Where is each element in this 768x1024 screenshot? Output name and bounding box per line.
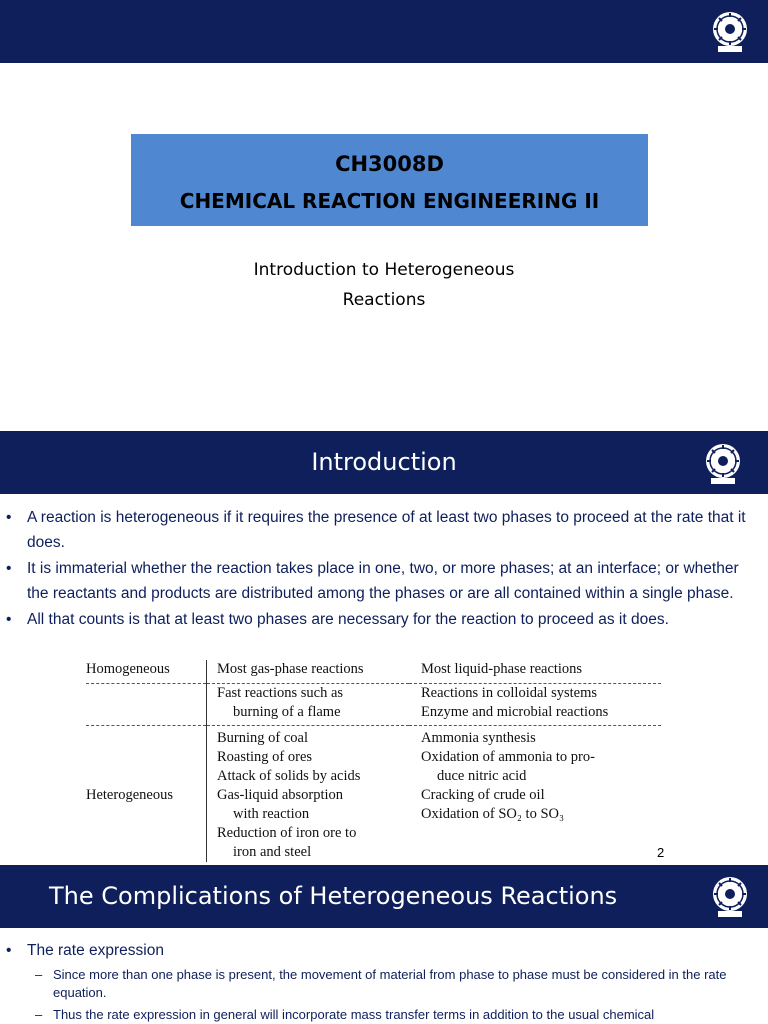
course-title-box bbox=[131, 134, 648, 226]
complications-bullet-list bbox=[0, 940, 768, 1024]
top-banner bbox=[0, 0, 768, 63]
table-row: iron and steel bbox=[86, 843, 661, 862]
course-name: CHEMICAL REACTION ENGINEERING II bbox=[179, 189, 600, 213]
table-row: Homogeneous Most gas-phase reactions Most liquid-phase reactions bbox=[86, 660, 661, 684]
table-row: with reaction Oxidation of SO₂ to SO₃ bbox=[86, 805, 661, 824]
table-row: Attack of solids by acids duce nitric acid bbox=[86, 767, 661, 786]
institute-seal-icon bbox=[708, 874, 752, 918]
bullet-item: • A reaction is heterogeneous if it requires the presence of at least two phases to proceed at the rate that it does. bbox=[0, 506, 768, 555]
bullet-item: • It is immaterial whether the reaction takes place in one, two, or more phases; at an interface; or whether the reactants and products are distributed among the phases or are all contained within a single phase. bbox=[0, 557, 768, 606]
institute-seal-icon bbox=[708, 9, 752, 53]
heterogeneous-label: Heterogeneous bbox=[86, 787, 173, 803]
dash-icon: – bbox=[35, 967, 43, 982]
subtitle-line-1: Introduction to Heterogeneous bbox=[253, 260, 515, 280]
subtitle-line-2: Reactions bbox=[342, 290, 426, 310]
bullet-dot-icon: • bbox=[6, 942, 12, 959]
sub-bullet-item: – Thus the rate expression in general will incorporate mass transfer terms in addition to the usual chemical bbox=[35, 1007, 655, 1022]
intro-bullet-list bbox=[0, 506, 768, 635]
course-code: CH3008D bbox=[335, 152, 444, 176]
table-row: Roasting of ores Oxidation of ammonia to pro- bbox=[86, 748, 661, 767]
reaction-classification-table bbox=[86, 660, 661, 862]
intro-title: Introduction bbox=[311, 448, 457, 476]
table-row: burning of a flame Enzyme and microbial reactions bbox=[86, 703, 661, 726]
intro-header-band bbox=[0, 431, 768, 494]
page-number: 2 bbox=[657, 845, 665, 860]
complications-header-band bbox=[0, 865, 768, 928]
homogeneous-label: Homogeneous bbox=[86, 660, 207, 684]
bullet-dot-icon: • bbox=[6, 560, 12, 577]
bullet-dot-icon: • bbox=[6, 509, 12, 526]
institute-seal-icon bbox=[701, 441, 745, 485]
table-row: Reduction of iron ore to bbox=[86, 824, 661, 843]
bullet-item: • The rate expression bbox=[0, 940, 768, 962]
sub-bullet-item: – Since more than one phase is present, the movement of material from phase to phase must be considered in the rate equation. bbox=[35, 967, 727, 1000]
table-row: Fast reactions such as Reactions in colloidal systems bbox=[86, 684, 661, 704]
table-row: Heterogeneous Gas-liquid absorption Cracking of crude oil bbox=[86, 787, 545, 803]
dash-icon: – bbox=[35, 1007, 43, 1022]
slide-subtitle bbox=[0, 255, 768, 315]
complications-title: The Complications of Heterogeneous Reactions bbox=[49, 882, 618, 910]
bullet-item: • All that counts is that at least two phases are necessary for the reaction to proceed as it does. bbox=[0, 608, 768, 633]
bullet-dot-icon: • bbox=[6, 611, 12, 628]
table-row: Burning of coal Ammonia synthesis bbox=[86, 726, 661, 749]
